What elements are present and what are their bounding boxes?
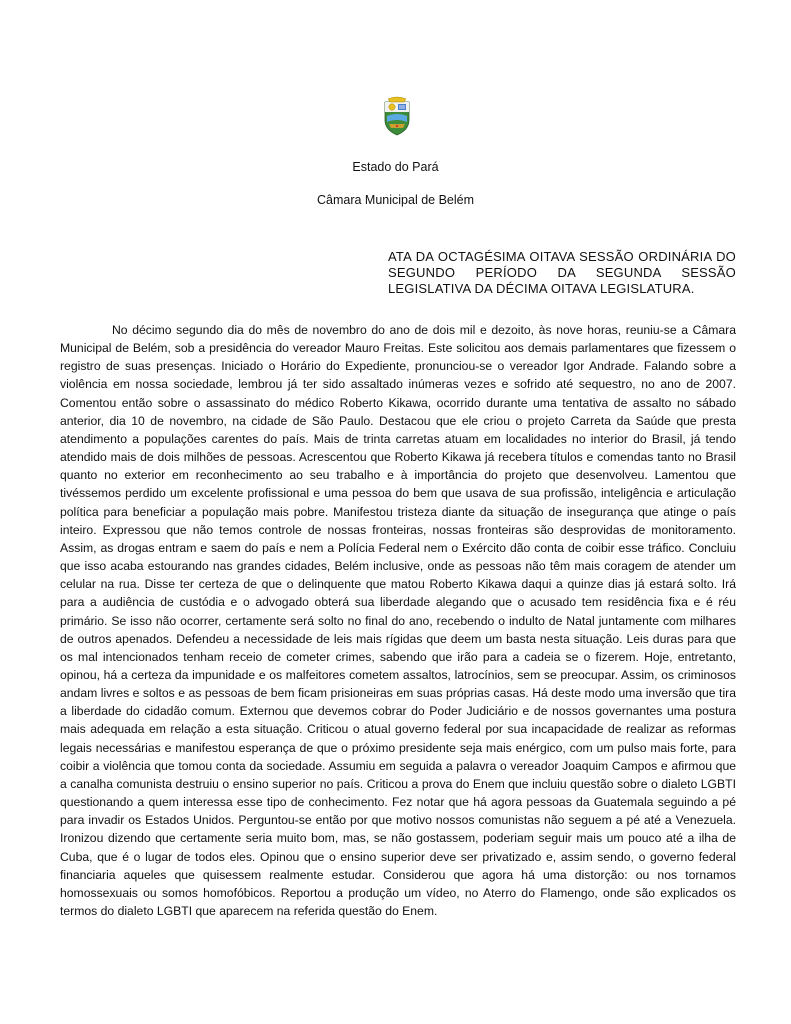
para-coat-of-arms-icon [383,96,411,136]
document-title: ATA DA OCTAGÉSIMA OITAVA SESSÃO ORDINÁRIA DO SEGUNDO PERÍODO DA SEGUNDA SESSÃO LEGISLATIVA DA DÉCIMA OITAVA LEGISLATURA. [388,249,736,296]
coat-of-arms [383,96,411,136]
state-name: Estado do Pará [352,160,439,174]
chamber-name: Câmara Municipal de Belém [316,193,474,207]
document-body: No décimo segundo dia do mês de novembro do ano de dois mil e dezoito, às nove horas, reuniu-se a Câmara Municipal de Belém, sob a presidência do vereador Mauro Freitas. Este solicitou aos demais parlamentares que fizessem o registro de suas presenças. Iniciado o Horário do Expediente, pronunciou-se o vereador Igor Andrade. Falando sobre a violência em nossa sociedade, lembrou já ter sido assaltado inúmeras vezes e sofrido até sequestro, no ano de 2007. Comentou então sobre o assassinato do médico Roberto Kikawa, ocorrido durante uma tentativa de assalto no sábado anterior, dia 10 de novembro, na cidade de São Paulo. Destacou que ele criou o projeto Carreta da Saúde que presta atendimento a populações carentes do país. Mais de trinta carretas atuam em localidades no interior do Brasil, já tendo atendido mais de dois milhões de pessoas. Acrescentou que Roberto Kikawa já recebera títulos e comendas tanto no Brasil quanto no exterior em reconhecimento ao seu trabalho e à importância do projeto que desenvolveu. Lamentou que tivéssemos perdido um excelente profissional e uma pessoa do bem que usava de sua profissão, inteligência e articulação política para beneficiar a população mais pobre. Manifestou tristeza diante da situação de insegurança que atinge o país inteiro. Expressou que não temos controle de nossas fronteiras, nossas fronteiras são desprovidas de monitoramento. Assim, as drogas entram e saem do país e nem a Polícia Federal nem o Exército dão conta de coibir esse tráfico. Concluiu que isso acaba estourando nas grandes cidades, Belém inclusive, onde as pessoas não têm mais coragem de atender um celular na rua. Disse ter certeza de que o delinquente que matou Roberto Kikawa daqui a quinze dias já estará solto. Irá para a audiência de custódia e o advogado obterá sua liberdade alegando que o acusado tem residência fixa e é réu primário. Se isso não ocorrer, certamente será solto no final do ano, recebendo o indulto de Natal juntamente com milhares de outros apenados. Defendeu a necessidade de leis mais rígidas que deem um basta nesta situação. Leis duras para que os mal intencionados tenham receio de cometer crimes, sabendo que irão para a cadeia se o fizerem. Hoje, entretanto, opinou, há a certeza da impunidade e os malfeitores cometem assaltos, latrocínios, sem se preocupar. Assim, os criminosos andam livres e soltos e as pessoas de bem ficam prisioneiras em suas próprias casas. Há deste modo uma inversão que tira a liberdade do cidadão comum. Externou que devemos cobrar do Poder Judiciário e de nossos governantes uma postura mais adequada em relação a esta situação. Criticou o atual governo federal por sua incapacidade de realizar as reformas legais necessárias e manifestou esperança de que o próximo presidente seja mais enérgico, com um pulso mais forte, para coibir a violência que tomou conta da sociedade. Assumiu em seguida a palavra o vereador Joaquim Campos e afirmou que a canalha comunista destruiu o ensino superior no país. Criticou a prova do Enem que incluiu questão sobre o dialeto LGBTI questionando a quem interessa esse tipo de conhecimento. Fez notar que há agora pessoas da Guatemala seguindo a pé para invadir os Estados Unidos. Perguntou-se então por que motivo nossos comunistas não seguem a pé até a Venezuela. Ironizou dizendo que certamente seria muito bom, mas, se não gostassem, poderiam seguir mais um pouco até a ilha de Cuba, que é o lugar de todos eles. Opinou que o ensino superior deve ser privatizado e, assim sendo, o governo federal financiaria aqueles que quisessem realmente estudar. Considerou que agora há uma distorção: ou nos tornamos homossexuais ou somos homofóbicos. Reportou a produção um vídeo, no Aterro do Flamengo, onde são explicados os termos do dialeto LGBTI que aparecem na referida questão do Enem. [60,323,736,918]
